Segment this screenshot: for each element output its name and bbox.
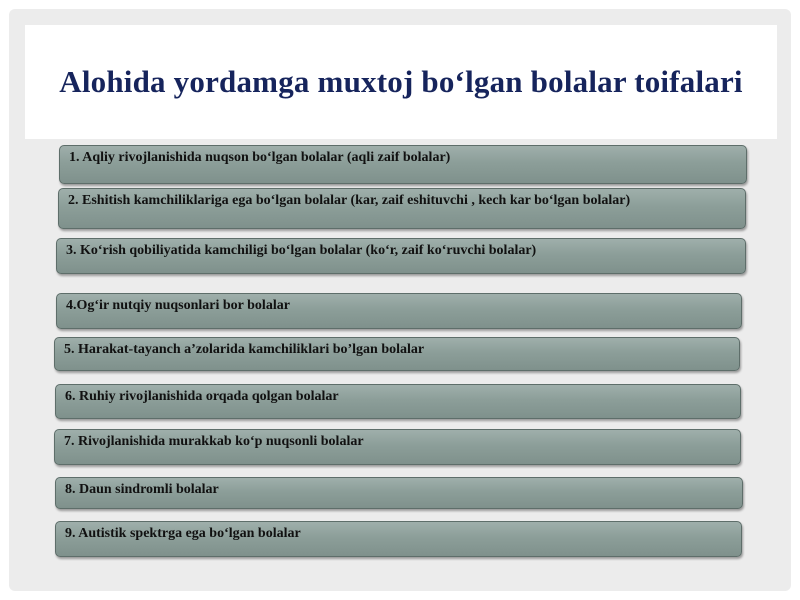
category-item-1: 1. Aqliy rivojlanishida nuqson bo‘lgan bolalar (aqli zaif bolalar) (59, 145, 747, 184)
category-item-8: 8. Daun sindromli bolalar (55, 477, 743, 509)
slide-title: Alohida yordamga muxtoj bo‘lgan bolalar toifalari (59, 64, 743, 99)
category-item-2: 2. Eshitish kamchiliklariga ega bo‘lgan bolalar (kar, zaif eshituvchi , kech kar bo‘lgan bolalar) (58, 188, 746, 229)
category-item-9: 9. Autistik spektrga ega bo‘lgan bolalar (55, 521, 742, 557)
category-item-3: 3. Ko‘rish qobiliyatida kamchiligi bo‘lgan bolalar (ko‘r, zaif ko‘ruvchi bolalar) (56, 238, 746, 274)
title-panel (25, 25, 777, 139)
category-item-6: 6. Ruhiy rivojlanishida orqada qolgan bolalar (55, 384, 741, 419)
category-item-7: 7. Rivojlanishida murakkab ko‘p nuqsonli bolalar (54, 429, 741, 465)
category-item-5: 5. Harakat-tayanch a’zolarida kamchiliklari bo’lgan bolalar (54, 337, 740, 371)
category-item-4: 4.Og‘ir nutqiy nuqsonlari bor bolalar (56, 293, 742, 329)
